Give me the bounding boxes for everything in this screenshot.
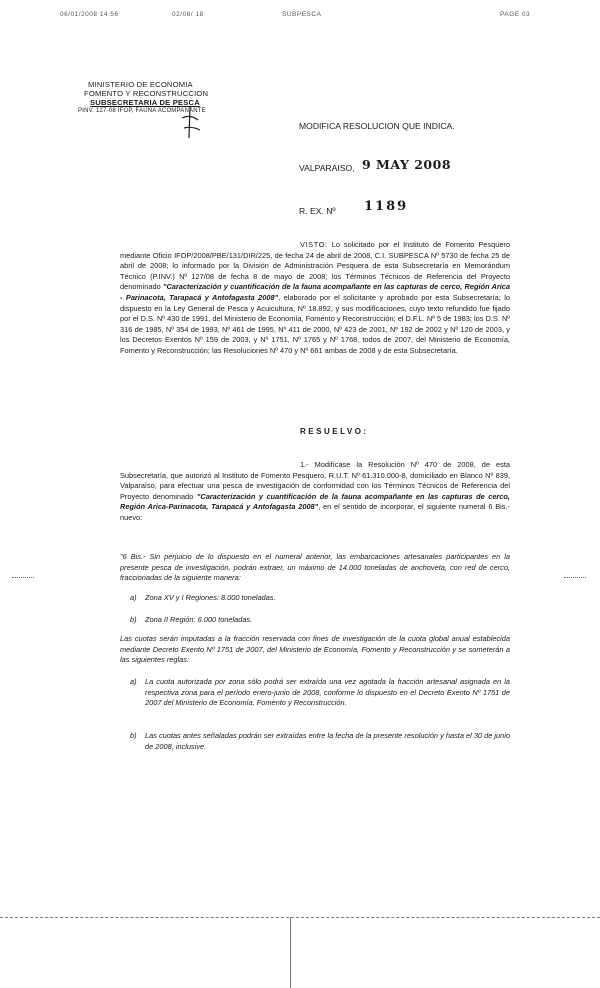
scan-mark-left (12, 577, 34, 578)
place-label: VALPARAISO, (299, 163, 355, 173)
header-subsecretaria: SUBSECRETARIA DE PESCA (90, 98, 200, 107)
handwritten-initials (176, 104, 206, 140)
page-fold-vertical (290, 917, 291, 988)
date-stamp: 9 MAY 2008 (362, 157, 452, 172)
fax-timestamp: 06/01/2008 14:56 (60, 11, 119, 18)
page-fold-line (0, 917, 600, 918)
article-1-paragraph (120, 460, 510, 524)
article-1-text-end: , en el sentido de incorporar, el siguiente numeral 6 Bis.- nuevo: (120, 502, 511, 522)
list2-letter-a: a) (130, 677, 137, 686)
scan-mark-right (564, 577, 586, 578)
header-reference: PINV. 127-08 IFOP, FAUNA ACOMPAÑANTE (78, 108, 206, 114)
list1-item-b: Zona II Región: 6.000 toneladas. (145, 615, 253, 624)
resuelvo-heading: RESUELVO: (300, 427, 369, 436)
bis-paragraph: "6 Bis.- Sin perjuicio de lo dispuesto en el numeral anterior, las embarcaciones artesanales participantes en la presente pesca de investigación, podrán extraer, un máximo de 14.000 toneladas de anchoveta, con red de cerco, fraccionadas de la siguiente manera: (120, 552, 510, 583)
visto-project-title: "Caracterización y cuantificación de la fauna acompañante en las capturas de cerco, Región Arica - Parinacota, Tarapacá y Antofagasta 2008" (120, 282, 510, 302)
resolution-number: 1189 (364, 199, 409, 214)
list1-letter-a: a) (130, 593, 137, 602)
subject-line: MODIFICA RESOLUCION QUE INDICA. (299, 121, 455, 131)
header-ministry: MINISTERIO DE ECONOMIA (88, 80, 193, 89)
list1-item-a: Zona XV y I Regiones: 8.000 toneladas. (145, 593, 276, 602)
header-ministry-2: FOMENTO Y RECONSTRUCCION (84, 89, 209, 98)
resolution-label: R. EX. Nº (299, 206, 336, 216)
list2-item-a: La cuota autorizada por zona sólo podrá ser extraída una vez agotada la fracción artesanal asignada en la respectiva zona para el período enero-junio de 2008, conforme lo dispuesto en el Decreto Exento Nº 1751 de 2007 del Ministerio de Economía, Fomento y Reconstrucción. (145, 677, 510, 708)
article-1-project-title: "Caracterización y cuantificación de la fauna acompañante en las capturas de cerco, Región Arica-Parinacota, Tarapacá y Antofagasta 2008" (120, 491, 510, 512)
fax-page: PAGE 03 (500, 11, 531, 18)
article-1-text: 1.- Modifícase la Resolución Nº 470 de 2008, de esta Subsecretaría, que autorizó al Instituto de Fomento Pesquero, R.U.T. Nº 61.310.000-8, domiciliado en Blanco Nº 839, Valparaíso, para efectuar una pesca de investigación de conformidad con los Términos Técnicos de Referencia del Proyecto denominado (120, 460, 510, 501)
visto-paragraph (120, 240, 510, 357)
visto-text-end: , elaborado por el solicitante y aprobado por esta Subsecretaría; lo dispuesto en la Ley General de Pesca y Acuicultura, Nº 18.892, y sus modificaciones, cuyo texto refundido fue fijado por el D.S. Nº 430 de 1991, del Ministerio de Economía, Fomento y Reconstrucción; el D.F.L. Nº 5 de 1983; los D.S. Nº 316 de 1985, Nº 354 de 1993, Nº 461 de 1995, Nº 411 de 2000, Nº 423 de 2001, Nº 192 de 2002 y Nº 120 de 2003, y los Decretos Exentos Nº 159 de 2003, y Nº 1751, Nº 1765 y Nº 1768, todos de 2007, del Ministerio de Economía, Fomento y Reconstrucción; las Resoluciones Nº 470 y Nº 661 ambas de 2008 y de esta Subsecretaría. (120, 292, 510, 355)
fax-sender: SUBPESCA (282, 11, 322, 18)
list2-letter-b: b) (130, 731, 137, 740)
list1-letter-b: b) (130, 615, 137, 624)
visto-text: Lo solicitado por el Instituto de Fomento Pesquero mediante Oficio IFOP/2008/PBE/131/DIR/225, de fecha 24 de abril de 2008, C.I. SUBPESCA Nº 5730 de fecha 25 de abril de 2008; lo informado por la División de Administración Pesquera de esta Subsecretaría en Memorándum Técnico (P.INV.) Nº 127/08 de fecha 8 de mayo de 2008; los Términos Técnicos de Referencia del Proyecto denominado (120, 240, 510, 292)
fax-number: 02/06/ 18 (172, 11, 204, 18)
visto-label: VISTO: (300, 240, 328, 249)
list2-item-b: Las cuotas antes señaladas podrán ser extraídas entre la fecha de la presente resolución y hasta el 30 de junio de 2008, inclusive. (145, 731, 510, 751)
cuotas-paragraph: Las cuotas serán imputadas a la fracción reservada con fines de investigación de la cuota global anual establecida mediante Decreto Exento Nº 1751 de 2007, del Ministerio de Economía, Fomento y Reconstrucción y se someterán a las siguientes reglas: (120, 634, 510, 665)
